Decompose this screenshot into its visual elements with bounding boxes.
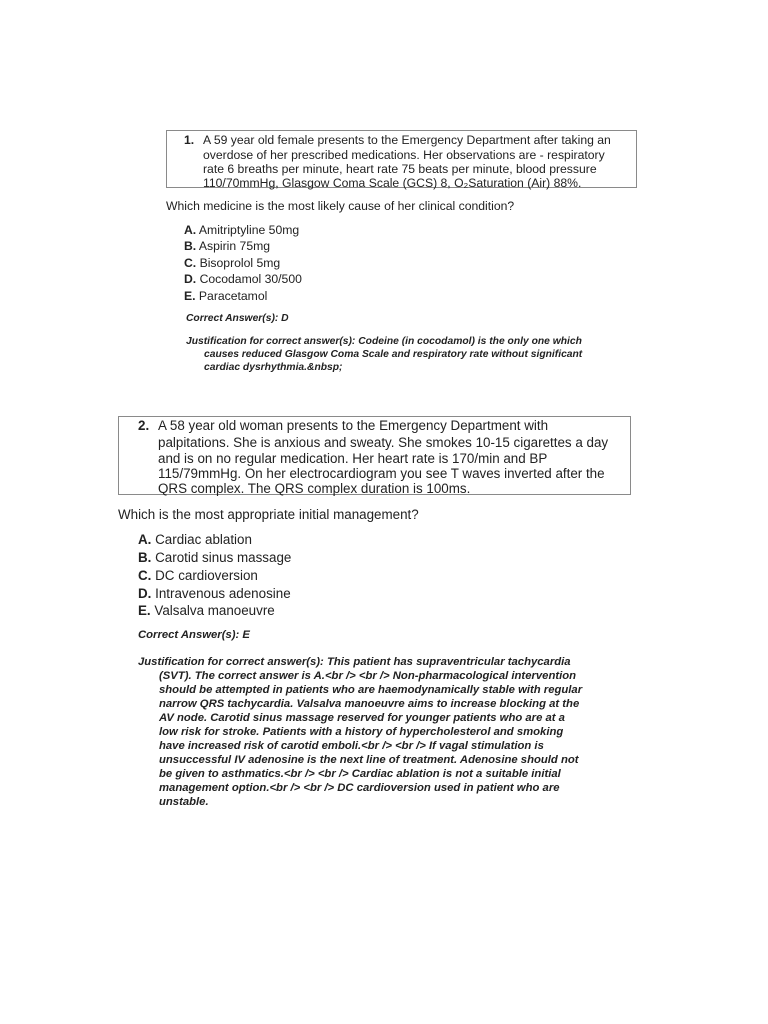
justification-line: management option.<br /> <br /> DC cardioversion used in patient who are <box>159 782 560 794</box>
option-text: Amitriptyline 50mg <box>198 223 300 237</box>
option-letter: A. <box>138 532 152 547</box>
option-text: Cocodamol 30/500 <box>199 272 302 286</box>
answer-option-b[interactable] <box>138 550 291 565</box>
justification-line: narrow QRS tachycardia. Valsalva manoeuvre aims to increase blocking at the <box>159 698 580 710</box>
question-stem-line: 115/79mmHg. On her electrocardiogram you see T waves inverted after the <box>158 466 605 481</box>
option-letter: C. <box>184 256 197 270</box>
answer-option-a[interactable] <box>138 532 252 547</box>
option-letter: C. <box>138 568 152 583</box>
question-stem-line: rate 6 breaths per minute, heart rate 75 beats per minute, blood pressure <box>203 162 597 176</box>
option-letter: D. <box>138 586 152 601</box>
justification-line: unstable. <box>159 796 209 808</box>
justification-line: AV node. Carotid sinus massage reserved for younger patients who are at a <box>159 712 565 724</box>
question-prompt: Which medicine is the most likely cause of her clinical condition? <box>166 199 515 213</box>
option-text: Bisoprolol 5mg <box>199 256 281 270</box>
justification-line: Justification for correct answer(s): This patient has supraventricular tachycardia <box>138 656 571 668</box>
question-stem-line: A 59 year old female presents to the Emergency Department after taking an <box>203 133 611 147</box>
question-stem-line: A 58 year old woman presents to the Emergency Department with <box>158 418 549 433</box>
option-text: Paracetamol <box>198 289 268 303</box>
option-letter: B. <box>138 550 152 565</box>
question-prompt: Which is the most appropriate initial management? <box>118 507 419 522</box>
justification-line: causes reduced Glasgow Coma Scale and respiratory rate without significant <box>204 349 583 360</box>
option-text: Cardiac ablation <box>155 532 252 547</box>
option-letter: E. <box>184 289 196 303</box>
question-stem-line: palpitations. She is anxious and sweaty. She smokes 10-15 cigarettes a day <box>158 435 609 450</box>
option-letter: D. <box>184 272 197 286</box>
question-stem-line: 110/70mmHg, Glasgow Coma Scale (GCS) 8, O₂Saturation (Air) 88%. <box>203 176 582 190</box>
option-text: Aspirin 75mg <box>198 239 271 253</box>
justification-line: be given to asthmatics.<br /> <br /> Cardiac ablation is not a suitable initial <box>159 768 561 780</box>
correct-answer: Correct Answer(s): D <box>186 313 289 324</box>
answer-option-c[interactable] <box>184 256 280 270</box>
option-letter: A. <box>184 223 197 237</box>
answer-option-c[interactable] <box>138 568 258 583</box>
answer-option-d[interactable] <box>138 586 291 601</box>
justification-line: (SVT). The correct answer is A.<br /> <br /> Non-pharmacological intervention <box>159 670 577 682</box>
question-number: 2. <box>138 418 150 433</box>
question-stem-line: QRS complex. The QRS complex duration is 100ms. <box>158 481 471 496</box>
option-text: Intravenous adenosine <box>155 586 291 601</box>
justification-line: cardiac dysrhythmia.&nbsp; <box>204 362 343 373</box>
question-number: 1. <box>184 133 195 147</box>
answer-option-d[interactable] <box>184 272 302 286</box>
correct-answer: Correct Answer(s): E <box>138 629 250 641</box>
option-text: Carotid sinus massage <box>155 550 292 565</box>
justification-line: Justification for correct answer(s): Codeine (in cocodamol) is the only one which <box>186 336 582 347</box>
justification-line: have increased risk of carotid emboli.<br /> <br /> If vagal stimulation is <box>159 740 544 752</box>
option-text: DC cardioversion <box>155 568 258 583</box>
answer-option-e[interactable] <box>184 289 267 303</box>
answer-option-b[interactable] <box>184 239 270 253</box>
justification-line: unsuccessful IV adenosine is the next line of treatment. Adenosine should not <box>159 754 579 766</box>
answer-option-e[interactable] <box>138 603 275 618</box>
answer-option-a[interactable] <box>184 223 299 237</box>
question-stem-line: and is on no regular medication. Her heart rate is 170/min and BP <box>158 451 548 466</box>
option-letter: E. <box>138 603 151 618</box>
justification-line: should be attempted in patients who are haemodynamically stable with regular <box>159 684 583 696</box>
option-text: Valsalva manoeuvre <box>154 603 275 618</box>
justification-line: low risk for stroke. Patients with a history of hypercholesterol and smoking <box>159 726 564 738</box>
option-letter: B. <box>184 239 197 253</box>
question-stem-line: overdose of her prescribed medications. Her observations are - respiratory <box>203 148 605 162</box>
